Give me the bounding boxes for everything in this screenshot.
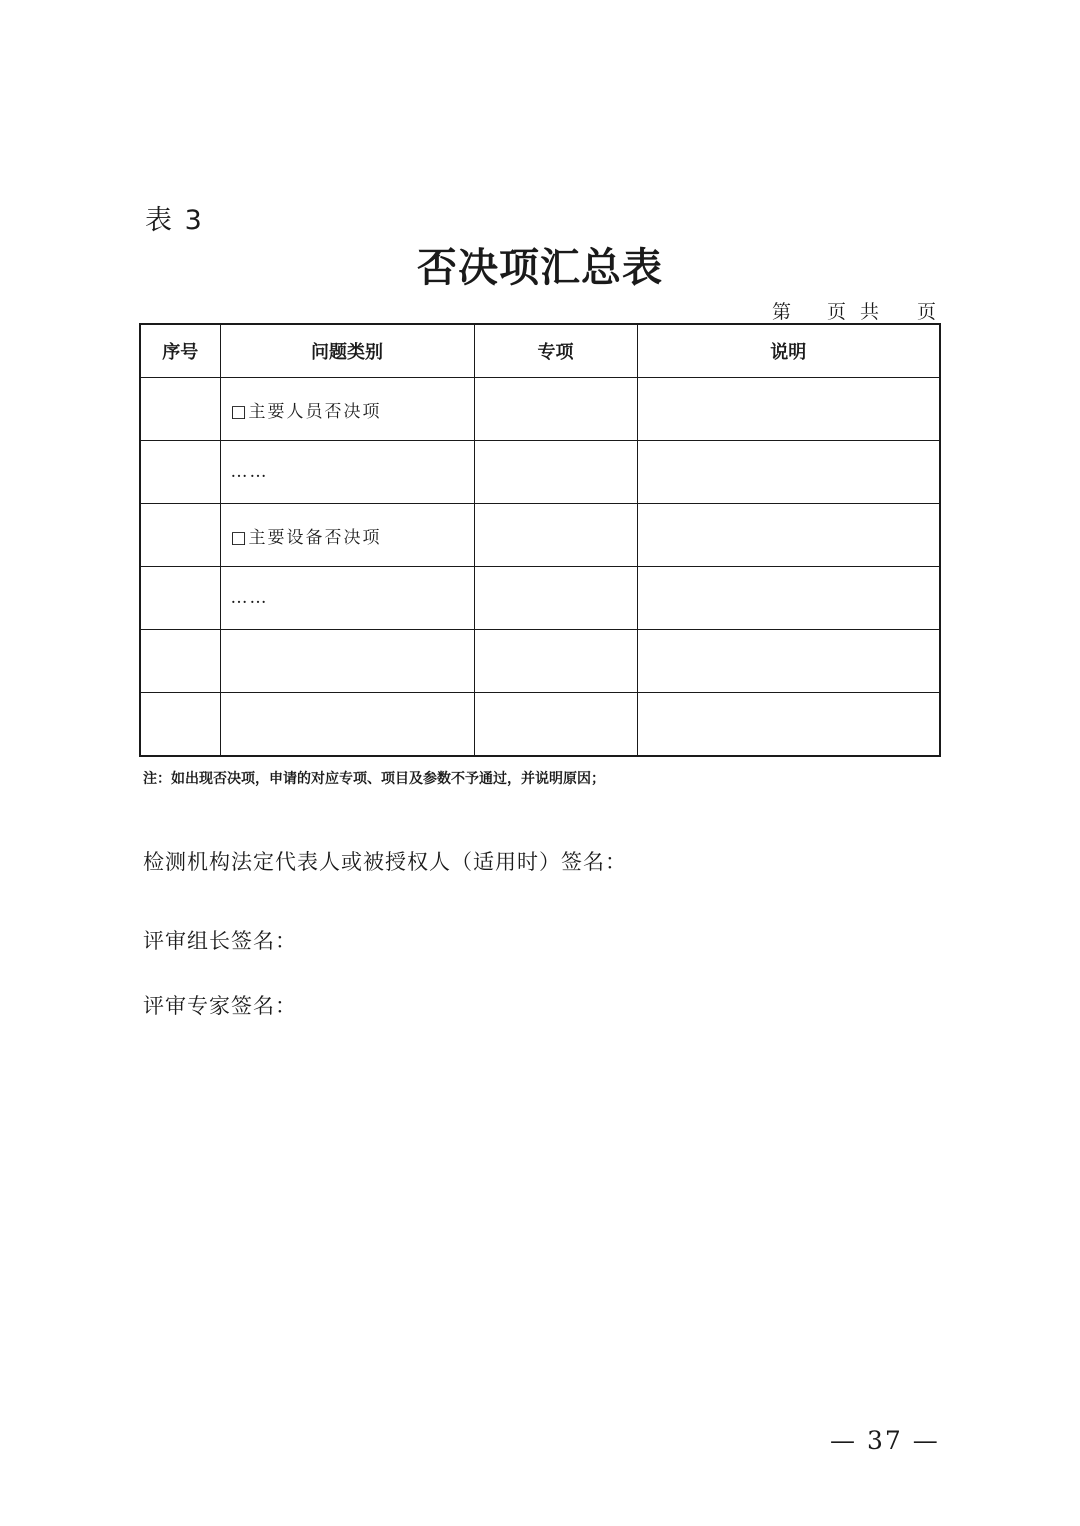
table-row: [140, 567, 940, 630]
cell-special[interactable]: [474, 504, 637, 567]
cell-category[interactable]: ……: [220, 441, 474, 504]
cell-category[interactable]: ……: [220, 567, 474, 630]
cell-desc[interactable]: [637, 693, 940, 757]
cell-special[interactable]: [474, 378, 637, 441]
cell-seq[interactable]: [140, 630, 220, 693]
cell-seq[interactable]: [140, 693, 220, 757]
cell-desc[interactable]: [637, 504, 940, 567]
table-row: [140, 693, 940, 757]
table-label: 表 3: [145, 205, 204, 236]
veto-summary-table: [139, 323, 941, 757]
page-number: — 37 —: [830, 1426, 940, 1455]
page-counter-ye-current: 页: [827, 301, 847, 323]
cell-special[interactable]: [474, 567, 637, 630]
table-row: [140, 504, 940, 567]
table-row: [140, 441, 940, 504]
page-counter-di: 第: [772, 301, 792, 323]
cell-special[interactable]: [474, 441, 637, 504]
column-header-desc: 说明: [637, 324, 940, 378]
cell-seq[interactable]: [140, 378, 220, 441]
cell-special[interactable]: [474, 630, 637, 693]
table-row: [140, 378, 940, 441]
page-counter-gong: 共: [860, 301, 880, 323]
column-header-category: 问题类别: [220, 324, 474, 378]
document-title: 否决项汇总表: [417, 244, 663, 291]
cell-category[interactable]: □主要人员否决项: [220, 378, 474, 441]
signature-review-leader: 评审组长签名：: [143, 929, 297, 953]
page-counter-ye-total: 页: [917, 301, 937, 323]
cell-seq[interactable]: [140, 441, 220, 504]
cell-desc[interactable]: [637, 630, 940, 693]
cell-category[interactable]: [220, 630, 474, 693]
cell-seq[interactable]: [140, 567, 220, 630]
cell-category[interactable]: □主要设备否决项: [220, 504, 474, 567]
table-row: [140, 630, 940, 693]
signature-legal-representative: 检测机构法定代表人或被授权人（适用时）签名：: [143, 850, 627, 874]
table-header-row: [140, 324, 940, 378]
column-header-special: 专项: [474, 324, 637, 378]
cell-desc[interactable]: [637, 441, 940, 504]
cell-desc[interactable]: [637, 378, 940, 441]
cell-desc[interactable]: [637, 567, 940, 630]
cell-special[interactable]: [474, 693, 637, 757]
table-note: 注：如出现否决项，申请的对应专项、项目及参数不予通过，并说明原因；: [143, 771, 605, 787]
signature-review-expert: 评审专家签名：: [143, 994, 297, 1018]
column-header-seq: 序号: [140, 324, 220, 378]
cell-category[interactable]: [220, 693, 474, 757]
cell-seq[interactable]: [140, 504, 220, 567]
